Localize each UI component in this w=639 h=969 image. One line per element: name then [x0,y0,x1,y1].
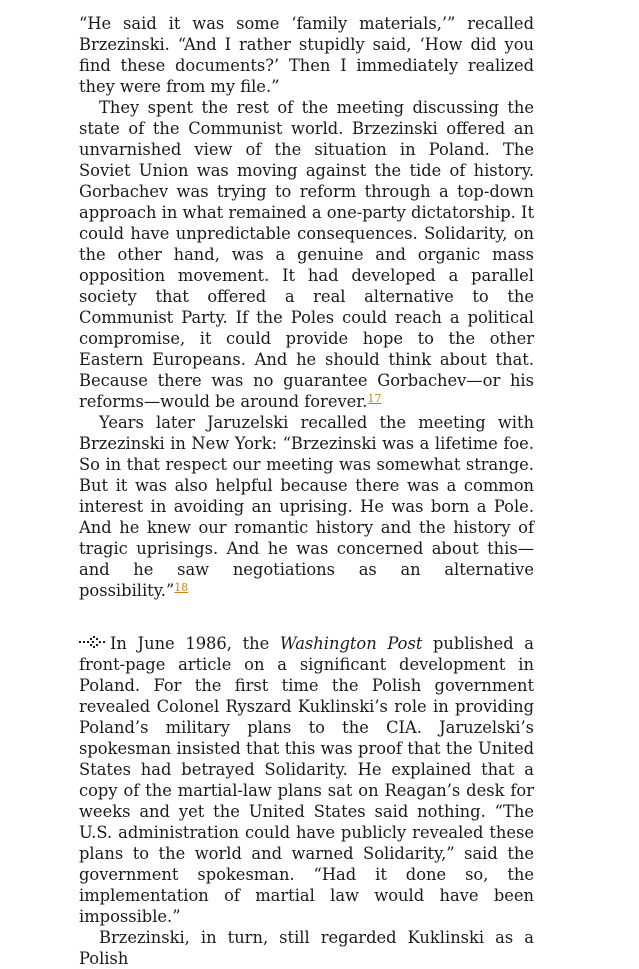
section-break-paragraph [79,633,534,927]
paragraph-2 [79,97,534,412]
paragraph-2-text: They spent the rest of the meeting discussing the state of the Communist world. Brzezinski offered an unvarnished view of the situation in Poland. The Soviet Union was moving against the tide of history. Gorbachev was trying to reform through a top-down approach in what remained a one-party dictatorship. It could have unpredictable consequences. Solidarity, on the other hand, was a genuine and organic mass opposition movement. It had developed a parallel society that offered a real alternative to the Communist Party. If the Poles could reach a political compromise, it could provide hope to the other Eastern Europeans. And he should think about that. Because there was no guarantee Gorbachev—or his reforms—would be around forever. [79,98,534,411]
publication-title: Washington Post [279,634,423,653]
paragraph-last-text: Brzezinski, in turn, still regarded Kuklinski as a Polish [79,928,534,968]
section-ornament-icon [79,636,105,648]
paragraph-last [79,927,534,969]
paragraph-3 [79,412,534,601]
footnote-link-17[interactable]: 17 [367,392,382,405]
section-text-before: In June 1986, the [110,634,280,653]
section-text-after: published a front-page article on a significant development in Poland. For the first time the Polish government revealed Colonel Ryszard Kuklinski’s role in providing Poland’s military plans to the CIA. Jaruzelski’s spokesman insisted that this was proof that the United States had betrayed Solidarity. He explained that a copy of the martial-law plans sat on Reagan’s desk for weeks and yet the United States said nothing. “The U.S. administration could have publicly revealed these plans to the world and warned Solidarity,” said the government spokesman. “Had it done so, the implementation of martial law would have been impossible.” [79,634,534,926]
paragraph-3-text: Years later Jaruzelski recalled the meeting with Brzezinski in New York: “Brzezinski was a lifetime foe. So in that respect our meeting was somewhat strange. But it was also helpful because there was a common interest in avoiding an uprising. He was born a Pole. And he knew our romantic history and the history of tragic uprisings. And he was concerned about this—and he saw negotiations as an alternative possibility.” [79,413,534,600]
paragraph-1 [79,13,534,97]
book-page [79,13,534,969]
paragraph-1-text: “He said it was some ‘family materials,’” recalled Brzezinski. “And I rather stupidly said, ‘How did you find these documents?’ Then I immediately realized they were from my file.” [79,14,534,96]
footnote-link-18[interactable]: 18 [174,581,189,594]
